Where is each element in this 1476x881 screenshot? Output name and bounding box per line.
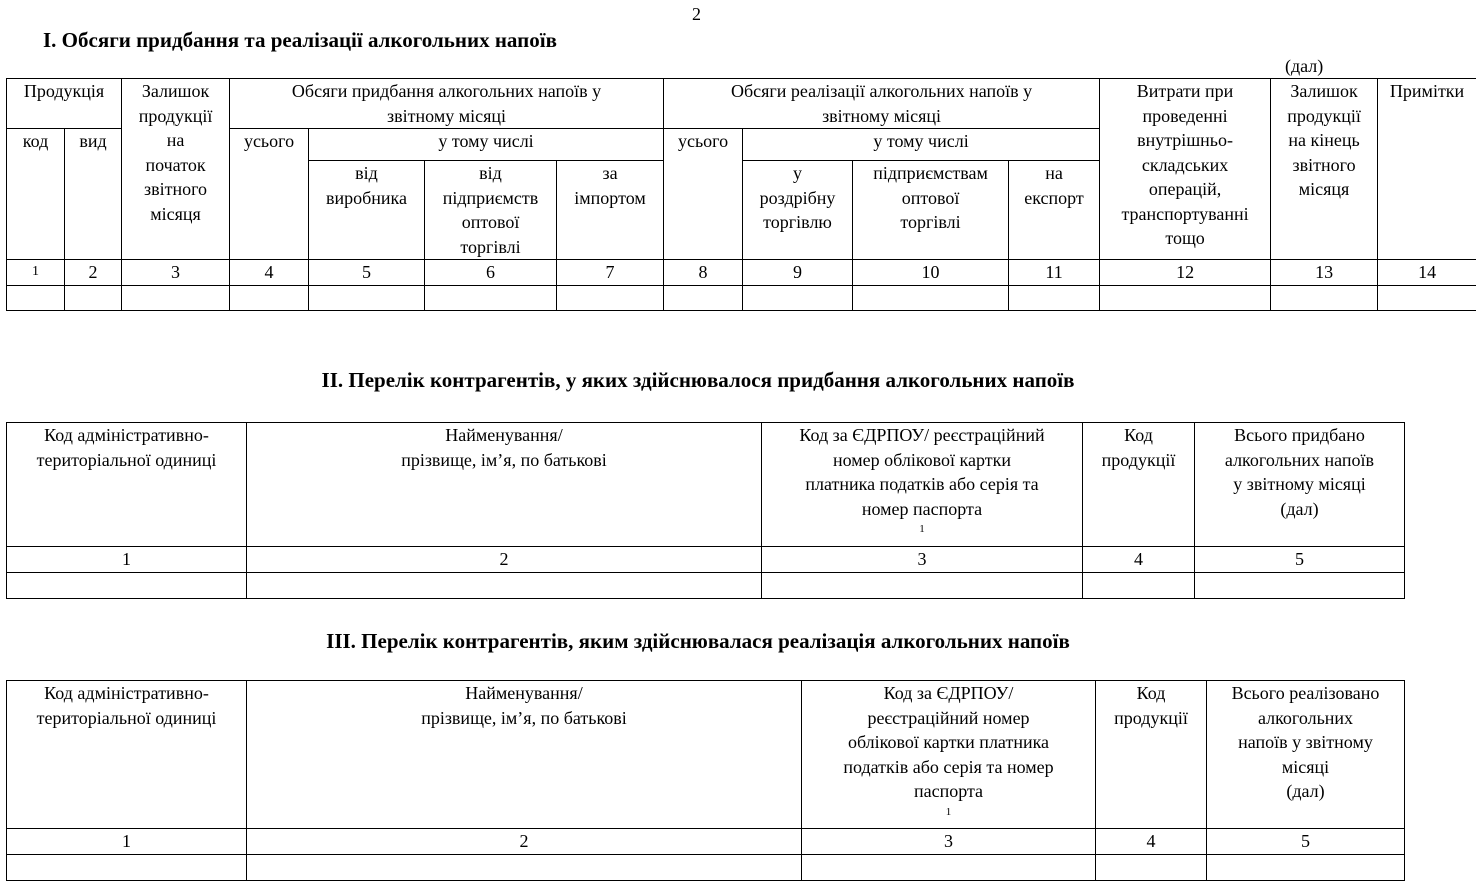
purchase-sales-table <box>6 78 1476 311</box>
header-code: код <box>7 129 65 260</box>
table-cell[interactable] <box>743 286 853 311</box>
column-number: 6 <box>425 260 557 286</box>
table-cell[interactable] <box>65 286 122 311</box>
buyers-table <box>6 680 1405 881</box>
header-product-code: Код продукції <box>1096 681 1207 829</box>
page-number: 2 <box>692 4 701 25</box>
column-number: 4 <box>1096 829 1207 855</box>
column-number: 1 <box>7 260 65 286</box>
table-cell[interactable] <box>802 855 1096 881</box>
column-number: 5 <box>309 260 425 286</box>
header-closing-balance: Залишок продукції на кінець звітного місяця <box>1271 79 1378 260</box>
header-opening-balance: Залишок продукції на початок звітного місяця <box>122 79 230 260</box>
column-number: 9 <box>743 260 853 286</box>
column-number: 5 <box>1195 546 1405 572</box>
table-cell[interactable] <box>1195 572 1405 598</box>
section1-title: І. Обсяги придбання та реалізації алкогольних напоїв <box>43 28 557 53</box>
column-number: 13 <box>1271 260 1378 286</box>
table-cell[interactable] <box>853 286 1009 311</box>
table-cell[interactable] <box>557 286 664 311</box>
column-number: 2 <box>247 829 802 855</box>
table-cell[interactable] <box>1096 855 1207 881</box>
column-number: 5 <box>1207 829 1405 855</box>
header-losses: Витрати при проведенні внутрішньо- складських операцій, транспортуванні тощо <box>1100 79 1271 260</box>
column-numbers-row <box>7 546 1405 572</box>
table-row <box>7 572 1405 598</box>
table-cell[interactable] <box>1100 286 1271 311</box>
header-sales-including: у тому числі <box>743 129 1100 161</box>
header-total-sold: Всього реалізовано алкогольних напоїв у звітному місяці (дал) <box>1207 681 1405 829</box>
column-number: 1 <box>7 546 247 572</box>
column-numbers-row <box>7 829 1405 855</box>
table-cell[interactable] <box>7 572 247 598</box>
header-name: Найменування/ прізвище, ім’я, по батькові <box>247 423 762 547</box>
section3-title: ІІІ. Перелік контрагентів, яким здійснювалася реалізація алкогольних напоїв <box>0 629 1396 654</box>
header-product: Продукція <box>7 79 122 129</box>
table-cell[interactable] <box>664 286 743 311</box>
table-cell[interactable] <box>1083 572 1195 598</box>
header-notes: Примітки <box>1378 79 1476 260</box>
table-cell[interactable] <box>425 286 557 311</box>
header-edrpou: Код за ЄДРПОУ/ реєстраційний номер облікової картки платника податків або серія та номер паспорта $^1$ <box>802 681 1096 829</box>
column-number: 3 <box>122 260 230 286</box>
column-number: 2 <box>247 546 762 572</box>
header-sales: Обсяги реалізації алкогольних напоїв у звітному місяці <box>664 79 1100 129</box>
header-edrpou: Код за ЄДРПОУ/ реєстраційний номер облікової картки платника податків або серія та номер паспорта $^1$ <box>762 423 1083 547</box>
column-number: 3 <box>802 829 1096 855</box>
column-number: 11 <box>1009 260 1100 286</box>
header-kind: вид <box>65 129 122 260</box>
header-product-code: Код продукції <box>1083 423 1195 547</box>
header-from-producer: від виробника <box>309 161 425 260</box>
column-number: 12 <box>1100 260 1271 286</box>
header-retail: у роздрібну торгівлю <box>743 161 853 260</box>
table-cell[interactable] <box>1271 286 1378 311</box>
table-cell[interactable] <box>309 286 425 311</box>
column-number: 14 <box>1378 260 1476 286</box>
footnote-mark: 1 <box>946 806 952 818</box>
column-number: 8 <box>664 260 743 286</box>
table-cell[interactable] <box>1207 855 1405 881</box>
header-export: на експорт <box>1009 161 1100 260</box>
section2-title: ІІ. Перелік контрагентів, у яких здійснювалося придбання алкогольних напоїв <box>0 368 1396 393</box>
column-number: 1 <box>7 829 247 855</box>
column-number: 3 <box>762 546 1083 572</box>
header-admin-code: Код адміністративно- територіальної одиниці <box>7 423 247 547</box>
table-cell[interactable] <box>762 572 1083 598</box>
table-cell[interactable] <box>230 286 309 311</box>
column-number: 2 <box>65 260 122 286</box>
table-row <box>7 286 1476 311</box>
suppliers-table <box>6 422 1405 599</box>
header-from-wholesale: від підприємств оптової торгівлі <box>425 161 557 260</box>
header-purchase-including: у тому числі <box>309 129 664 161</box>
header-purchase: Обсяги придбання алкогольних напоїв у звітному місяці <box>230 79 664 129</box>
table-cell[interactable] <box>247 855 802 881</box>
column-number: 7 <box>557 260 664 286</box>
header-name: Найменування/ прізвище, ім’я, по батькові <box>247 681 802 829</box>
table-row <box>7 855 1405 881</box>
column-number: 10 <box>853 260 1009 286</box>
header-admin-code: Код адміністративно- територіальної одиниці <box>7 681 247 829</box>
table-cell[interactable] <box>7 855 247 881</box>
section1-unit: (дал) <box>1285 56 1323 77</box>
header-import: за імпортом <box>557 161 664 260</box>
table-cell[interactable] <box>1378 286 1476 311</box>
table-cell[interactable] <box>247 572 762 598</box>
table-cell[interactable] <box>1009 286 1100 311</box>
footnote-mark: 1 <box>919 523 925 535</box>
column-numbers-row <box>7 260 1476 286</box>
table-cell[interactable] <box>7 286 65 311</box>
column-number: 4 <box>230 260 309 286</box>
header-purchase-total: усього <box>230 129 309 260</box>
table-cell[interactable] <box>122 286 230 311</box>
header-total-purchased: Всього придбано алкогольних напоїв у звітному місяці (дал) <box>1195 423 1405 547</box>
header-sales-total: усього <box>664 129 743 260</box>
header-to-wholesale: підприємствам оптової торгівлі <box>853 161 1009 260</box>
column-number: 4 <box>1083 546 1195 572</box>
